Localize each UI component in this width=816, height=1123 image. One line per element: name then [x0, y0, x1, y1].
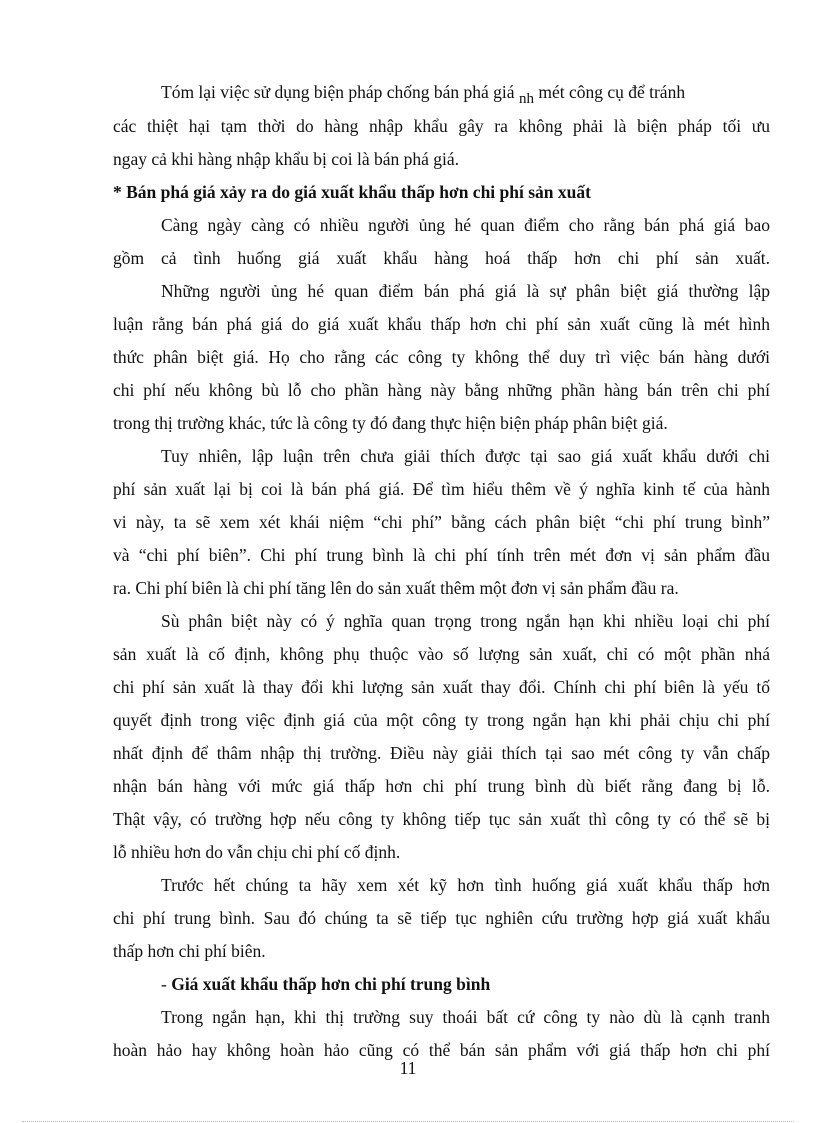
paragraph-line: thức phân biệt giá. Họ cho rằng các công ty không thể duy trì việc bán hàng dưới — [113, 347, 770, 367]
paragraph-line: Tuy nhiên, lập luận trên chưa giải thích được tại sao giá xuất khẩu dưới chi — [161, 446, 770, 466]
paragraph-line: gồm cả tình huống giá xuất khẩu hàng hoá thấp hơn chi phí sản xuất. — [113, 248, 770, 268]
page-number: 11 — [399, 1058, 417, 1078]
paragraph-line: Trong ngắn hạn, khi thị trường suy thoái bất cứ công ty nào dù là cạnh tranh — [161, 1007, 770, 1027]
paragraph-line: luận rằng bán phá giá do giá xuất khẩu thấp hơn chi phí sản xuất cũng là mét hình — [113, 314, 770, 334]
paragraph-line: chi phí trung bình. Sau đó chúng ta sẽ tiếp tục nghiên cứu trường hợp giá xuất khẩu — [113, 908, 770, 928]
paragraph-line: Trước hết chúng ta hãy xem xét kỹ hơn tình huống giá xuất khẩu thấp hơn — [161, 875, 770, 895]
paragraph-line: phí sản xuất lại bị coi là bán phá giá. Để tìm hiểu thêm về ý nghĩa kinh tế của hành — [113, 479, 770, 499]
text-run: mét công cụ để tránh — [533, 82, 686, 102]
paragraph-line: hoàn hảo hay không hoàn hảo cũng có thể bán sản phẩm với giá thấp hơn chi phí — [113, 1040, 770, 1060]
paragraph-line: và “chi phí biên”. Chi phí trung bình là chi phí tính trên mét đơn vị sản phẩm đầu — [113, 545, 770, 565]
paragraph-line: các thiệt hại tạm thời do hàng nhập khẩu gây ra không phải là biện pháp tối ưu — [113, 116, 770, 136]
paragraph-line: nhận bán hàng với mức giá thấp hơn chi phí trung bình dù biết rằng đang bị lỗ. — [113, 776, 770, 796]
subscript-text: nh — [518, 91, 534, 107]
paragraph-line: ngay cả khi hàng nhập khẩu bị coi là bán phá giá. — [113, 149, 460, 169]
paragraph-line: lỗ nhiều hơn do vẫn chịu chi phí cố định. — [113, 842, 401, 862]
paragraph-line: vi này, ta sẽ xem xét khái niệm “chi phí” bằng cách phân biệt “chi phí trung bình” — [113, 512, 770, 532]
paragraph-line: nhất định để thâm nhập thị trường. Điều này giải thích tại sao mét công ty vẫn chấp — [113, 743, 770, 763]
paragraph-line: trong thị trường khác, tức là công ty đó đang thực hiện biện pháp phân biệt giá. — [113, 413, 668, 433]
subsection-title: Giá xuất khẩu thấp hơn chi phí trung bình — [171, 974, 491, 994]
section-heading: * Bán phá giá xảy ra do giá xuất khẩu thấp hơn chi phí sản xuất — [113, 182, 591, 202]
paragraph-line: Thật vậy, có trường hợp nếu công ty không tiếp tục sản xuất thì công ty có thể sẽ bị — [113, 809, 770, 829]
paragraph-line: sản xuất là cố định, không phụ thuộc vào số lượng sản xuất, chỉ có một phần nhá — [113, 644, 770, 664]
paragraph-line: Sù phân biệt này có ý nghĩa quan trọng trong ngắn hạn khi nhiều loại chi phí — [161, 611, 770, 631]
paragraph-line: chi phí nếu không bù lỗ cho phần hàng này bằng những phần hàng bán trên chi phí — [113, 380, 770, 400]
paragraph-line: Càng ngày càng có nhiều người ủng hé quan điểm cho rằng bán phá giá bao — [161, 215, 770, 235]
paragraph-line: chi phí sản xuất là thay đổi khi lượng sản xuất thay đổi. Chính chi phí biên là yếu tố — [113, 677, 770, 697]
paragraph-line — [161, 81, 770, 105]
paragraph-line: thấp hơn chi phí biên. — [113, 941, 266, 961]
paragraph-line: ra. Chi phí biên là chi phí tăng lên do sản xuất thêm một đơn vị sản phẩm đầu ra. — [113, 578, 679, 598]
text-run: Tóm lại việc sử dụng biện pháp chống bán phá giá — [161, 82, 519, 102]
dash-marker: - — [161, 974, 172, 994]
footer-dotted-rule — [22, 1121, 794, 1122]
subsection-heading — [161, 973, 490, 995]
paragraph-line: quyết định trong việc định giá của một công ty trong ngắn hạn khi phải chịu chi phí — [113, 710, 770, 730]
paragraph-line: Những người ủng hé quan điểm bán phá giá là sự phân biệt giá thường lập — [161, 281, 770, 301]
